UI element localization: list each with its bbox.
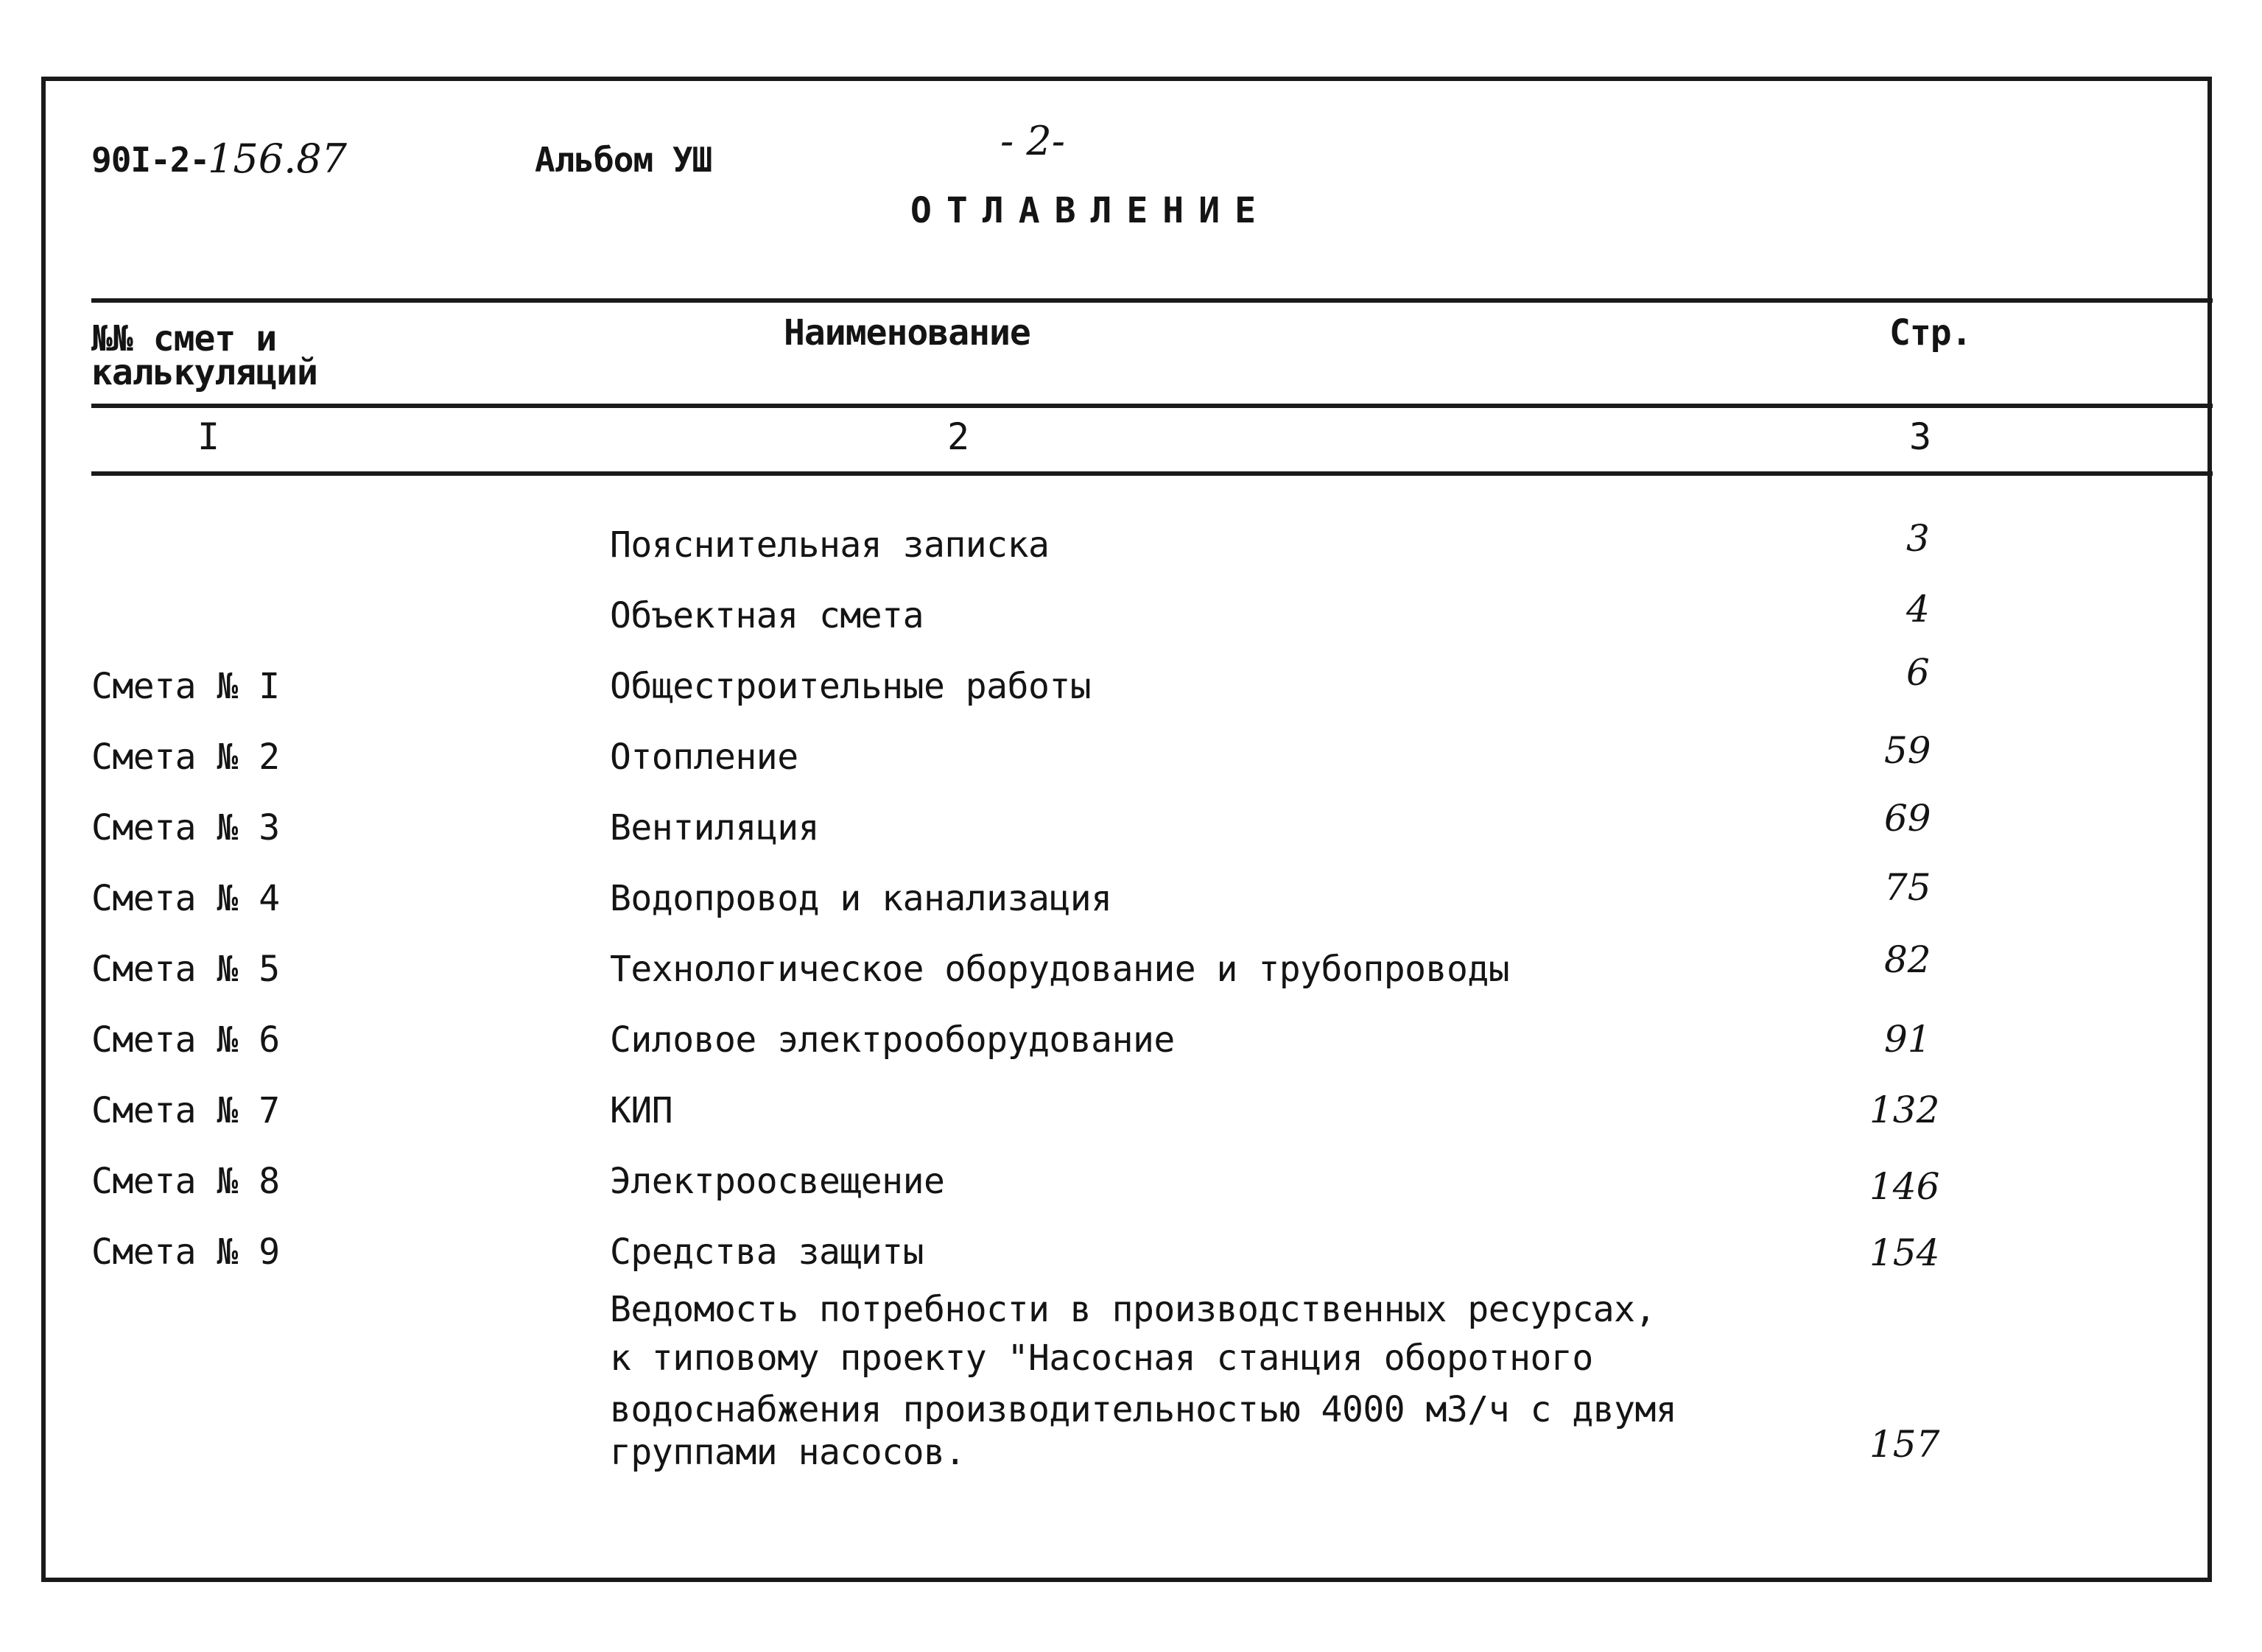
row-name: Вентиляция <box>610 807 819 848</box>
row-page: 6 <box>1906 651 1930 694</box>
row-estimate: Смета № 7 <box>91 1090 280 1131</box>
row-estimate: Смета № 4 <box>91 878 280 919</box>
row-page: 82 <box>1884 938 1931 981</box>
column-numbers-rule <box>91 471 2213 476</box>
row-page: 91 <box>1884 1018 1931 1061</box>
row-page: 59 <box>1884 729 1931 772</box>
row-name: Отопление <box>610 737 798 778</box>
row-page: 3 <box>1906 517 1930 560</box>
row-name: Общестроительные работы <box>610 666 1092 707</box>
column-number-2: 2 <box>947 415 970 458</box>
table-top-rule <box>91 298 2213 303</box>
row-page: 154 <box>1869 1231 1940 1274</box>
page-number: - 2- <box>1000 118 1066 164</box>
row-page: 75 <box>1884 866 1931 909</box>
page-title: ОТЛАВЛЕНИЕ <box>910 190 1271 231</box>
row-name: Электроосвещение <box>610 1161 945 1202</box>
row-page: 146 <box>1869 1165 1940 1208</box>
row-name: Пояснительная записка <box>610 524 1050 566</box>
row-estimate: Смета № 9 <box>91 1231 280 1273</box>
row-estimate: Смета № 6 <box>91 1019 280 1061</box>
column-header-page: Стр. <box>1889 312 1972 354</box>
row-name: Силовое электрооборудование <box>610 1019 1175 1061</box>
row-estimate: Смета № 3 <box>91 807 280 848</box>
column-header-estimates-line1: №№ смет и <box>91 318 277 359</box>
row-name: Средства защиты <box>610 1231 924 1273</box>
column-header-estimates-line2: калькуляций <box>91 352 317 393</box>
final-entry-line4: группами насосов. <box>610 1432 966 1473</box>
row-name: КИП <box>610 1090 673 1131</box>
row-estimate: Смета № I <box>91 666 280 707</box>
final-entry-line2: к типовому проекту "Насосная станция оборотного <box>610 1338 1593 1379</box>
row-name: Водопровод и канализация <box>610 878 1112 919</box>
final-entry-line3: водоснабжения производительностью 4000 м3/ч с двумя <box>610 1389 1677 1430</box>
album-label: Альбом УШ <box>535 140 712 180</box>
column-number-3: 3 <box>1909 415 1932 458</box>
column-number-1: I <box>197 415 220 458</box>
row-page: 4 <box>1906 588 1930 630</box>
column-header-name: Наименование <box>784 312 1030 354</box>
row-page: 132 <box>1869 1089 1940 1131</box>
row-estimate: Смета № 2 <box>91 737 280 778</box>
row-estimate: Смета № 8 <box>91 1161 280 1202</box>
header-bottom-rule <box>91 404 2213 408</box>
row-name: Объектная смета <box>610 595 924 636</box>
row-name: Технологическое оборудование и трубопроводы <box>610 949 1510 990</box>
row-page: 157 <box>1869 1423 1940 1466</box>
row-estimate: Смета № 5 <box>91 949 280 990</box>
row-page: 69 <box>1884 797 1931 840</box>
final-entry-line1: Ведомость потребности в производственных ресурсах, <box>610 1289 1656 1330</box>
document-code: 90I-2- <box>91 140 210 180</box>
document-code-handwritten: 156.87 <box>208 136 347 182</box>
